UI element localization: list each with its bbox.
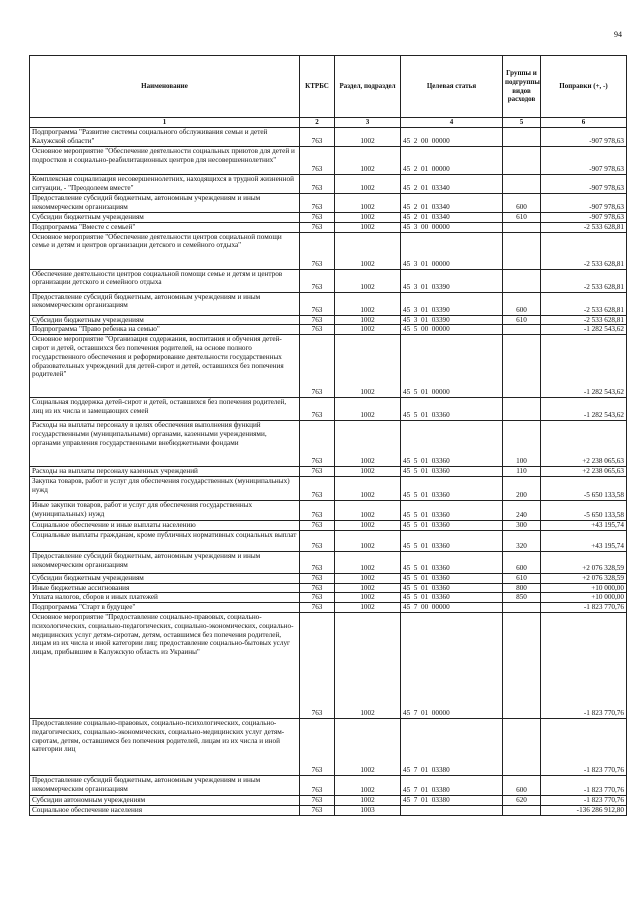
budget-amendments-table (29, 55, 627, 816)
row-expense-group (503, 335, 541, 398)
table-row (30, 612, 627, 718)
row-name: Комплексная социализация несовершеннолетних, находящихся в трудной жизненной ситуации, - "Преодолеем вместе" (30, 175, 300, 194)
row-ktrbs: 763 (300, 398, 335, 421)
table-row (30, 593, 627, 603)
row-amendment: -2 533 628,81 (541, 315, 627, 325)
row-target-article: 45 7 00 00000 (401, 603, 503, 613)
row-expense-group (503, 222, 541, 232)
row-ktrbs: 763 (300, 232, 335, 269)
row-expense-group: 240 (503, 500, 541, 520)
column-header-section: Раздел, подраздел (335, 56, 401, 118)
row-expense-group: 600 (503, 194, 541, 213)
row-name: Подпрограмма "Развитие системы социального обслуживания семьи и детей Калужской области" (30, 128, 300, 147)
row-name: Обеспечение деятельности центров социальной помощи семье и детям и центров организации детского и семейного отдыха (30, 269, 300, 292)
row-name: Предоставление субсидий бюджетным, автономным учреждениям и иным некоммерческим организациям (30, 292, 300, 315)
row-section: 1002 (335, 421, 401, 467)
row-ktrbs: 763 (300, 222, 335, 232)
row-ktrbs: 763 (300, 795, 335, 805)
row-expense-group (503, 805, 541, 815)
row-expense-group (503, 398, 541, 421)
column-header-ktrbs: КТРБС (300, 56, 335, 118)
table-row (30, 573, 627, 583)
table-row (30, 500, 627, 520)
row-amendment: -136 286 912,80 (541, 805, 627, 815)
row-ktrbs: 763 (300, 325, 335, 335)
row-target-article: 45 2 00 00000 (401, 128, 503, 147)
row-amendment: -907 978,63 (541, 147, 627, 175)
row-section: 1002 (335, 593, 401, 603)
row-name: Закупка товаров, работ и услуг для обеспечения государственных (муниципальных) нужд (30, 476, 300, 500)
row-name: Предоставление субсидий бюджетным, автономным учреждениям и иным некоммерческим организациям (30, 551, 300, 573)
row-amendment: +43 195,74 (541, 530, 627, 551)
row-expense-group: 850 (503, 593, 541, 603)
row-name: Социальное обеспечение населения (30, 805, 300, 815)
row-name: Иные закупки товаров, работ и услуг для обеспечения государственных (муниципальных) нужд (30, 500, 300, 520)
row-target-article: 45 5 01 03360 (401, 551, 503, 573)
column-number: 2 (300, 118, 335, 128)
row-section: 1003 (335, 805, 401, 815)
row-expense-group: 110 (503, 467, 541, 477)
row-ktrbs: 763 (300, 335, 335, 398)
row-name: Расходы на выплаты персоналу казенных учреждений (30, 467, 300, 477)
row-ktrbs: 763 (300, 530, 335, 551)
table-row (30, 213, 627, 223)
row-amendment: -1 823 770,76 (541, 775, 627, 795)
header-row (30, 56, 627, 118)
table-row (30, 325, 627, 335)
row-expense-group (503, 718, 541, 775)
row-expense-group: 800 (503, 583, 541, 593)
row-section: 1002 (335, 335, 401, 398)
row-amendment: -1 823 770,76 (541, 795, 627, 805)
table-row (30, 147, 627, 175)
row-expense-group (503, 603, 541, 613)
row-target-article: 45 5 01 03360 (401, 573, 503, 583)
row-amendment: -907 978,63 (541, 128, 627, 147)
row-ktrbs: 763 (300, 551, 335, 573)
table-row (30, 805, 627, 815)
row-amendment: -2 533 628,81 (541, 232, 627, 269)
row-target-article: 45 2 01 03340 (401, 194, 503, 213)
row-section: 1002 (335, 603, 401, 613)
row-target-article: 45 2 01 03340 (401, 175, 503, 194)
row-amendment: -2 533 628,81 (541, 222, 627, 232)
row-target-article: 45 3 01 03390 (401, 315, 503, 325)
row-target-article: 45 5 01 03360 (401, 593, 503, 603)
row-ktrbs: 763 (300, 476, 335, 500)
row-ktrbs: 763 (300, 593, 335, 603)
row-ktrbs: 763 (300, 775, 335, 795)
column-number: 4 (401, 118, 503, 128)
row-section: 1002 (335, 530, 401, 551)
row-target-article: 45 5 01 03360 (401, 583, 503, 593)
row-name: Социальные выплаты гражданам, кроме публичных нормативных социальных выплат (30, 530, 300, 551)
row-section: 1002 (335, 573, 401, 583)
column-header-amendments: Поправки (+, -) (541, 56, 627, 118)
row-ktrbs: 763 (300, 269, 335, 292)
row-target-article: 45 5 01 00000 (401, 335, 503, 398)
row-ktrbs: 763 (300, 292, 335, 315)
row-expense-group: 300 (503, 520, 541, 530)
row-ktrbs: 763 (300, 612, 335, 718)
table-row (30, 583, 627, 593)
row-name: Субсидии бюджетным учреждениям (30, 573, 300, 583)
row-target-article: 45 7 01 03380 (401, 795, 503, 805)
table-row (30, 551, 627, 573)
table-row (30, 476, 627, 500)
row-name: Социальное обеспечение и иные выплаты населению (30, 520, 300, 530)
column-header-name: Наименование (30, 56, 300, 118)
row-section: 1002 (335, 128, 401, 147)
row-expense-group: 320 (503, 530, 541, 551)
row-expense-group (503, 325, 541, 335)
row-name: Субсидии бюджетным учреждениям (30, 315, 300, 325)
row-target-article: 45 5 01 03360 (401, 398, 503, 421)
row-section: 1002 (335, 147, 401, 175)
table-body (30, 128, 627, 816)
column-number: 3 (335, 118, 401, 128)
row-amendment: -907 978,63 (541, 213, 627, 223)
row-ktrbs: 763 (300, 194, 335, 213)
table-row (30, 335, 627, 398)
column-header-groups: Группы и подгруппы видов расходов (503, 56, 541, 118)
table-row (30, 315, 627, 325)
row-section: 1002 (335, 775, 401, 795)
row-section: 1002 (335, 583, 401, 593)
table-row (30, 269, 627, 292)
column-number: 1 (30, 118, 300, 128)
row-section: 1002 (335, 232, 401, 269)
row-section: 1002 (335, 500, 401, 520)
row-name: Основное мероприятие "Обеспечение деятельности центров социальной помощи семье и детям и центров организации детского и семейного отдыха" (30, 232, 300, 269)
row-amendment: -1 282 543,62 (541, 398, 627, 421)
row-expense-group: 610 (503, 213, 541, 223)
row-section: 1002 (335, 551, 401, 573)
row-name: Расходы на выплаты персоналу в целях обеспечения выполнения функций государственными (муниципальными) органами, казенными учреждениями, органами управления государственными внебюджетными фондами (30, 421, 300, 467)
row-amendment: +2 076 328,59 (541, 551, 627, 573)
row-section: 1002 (335, 292, 401, 315)
row-amendment: -907 978,63 (541, 175, 627, 194)
row-expense-group (503, 147, 541, 175)
row-ktrbs: 763 (300, 213, 335, 223)
row-expense-group (503, 128, 541, 147)
table-row (30, 603, 627, 613)
row-ktrbs: 763 (300, 520, 335, 530)
row-amendment: +2 238 065,63 (541, 467, 627, 477)
row-section: 1002 (335, 398, 401, 421)
row-section: 1002 (335, 467, 401, 477)
row-ktrbs: 763 (300, 573, 335, 583)
row-expense-group: 600 (503, 292, 541, 315)
row-expense-group: 200 (503, 476, 541, 500)
row-target-article: 45 2 01 03340 (401, 213, 503, 223)
table-row (30, 520, 627, 530)
row-name: Основное мероприятие "Организация содержания, воспитания и обучения детей-сирот и детей, оставшихся без попечения родителей, на основе полного государственного обеспечения и реформирование деятельности государственных образовательных учреждений для детей-сирот и детей, оставшихся без попечения родителей" (30, 335, 300, 398)
table-row (30, 175, 627, 194)
row-target-article: 45 3 00 00000 (401, 222, 503, 232)
column-number: 5 (503, 118, 541, 128)
row-section: 1002 (335, 194, 401, 213)
row-expense-group: 610 (503, 315, 541, 325)
row-ktrbs: 763 (300, 128, 335, 147)
row-expense-group: 620 (503, 795, 541, 805)
row-name: Иные бюджетные ассигнования (30, 583, 300, 593)
row-target-article: 45 2 01 00000 (401, 147, 503, 175)
row-amendment: -907 978,63 (541, 194, 627, 213)
row-target-article: 45 5 01 03360 (401, 500, 503, 520)
row-section: 1002 (335, 213, 401, 223)
row-target-article: 45 7 01 03380 (401, 775, 503, 795)
row-section: 1002 (335, 315, 401, 325)
table-row (30, 398, 627, 421)
row-name: Субсидии бюджетным учреждениям (30, 213, 300, 223)
row-amendment: +10 000,00 (541, 593, 627, 603)
row-amendment: -5 650 133,58 (541, 500, 627, 520)
row-ktrbs: 763 (300, 718, 335, 775)
table-row (30, 292, 627, 315)
table-row (30, 128, 627, 147)
row-target-article: 45 7 01 03380 (401, 718, 503, 775)
row-section: 1002 (335, 612, 401, 718)
row-target-article: 45 7 01 00000 (401, 612, 503, 718)
row-amendment: -2 533 628,81 (541, 269, 627, 292)
row-amendment: +2 076 328,59 (541, 573, 627, 583)
row-expense-group: 610 (503, 573, 541, 583)
row-section: 1002 (335, 175, 401, 194)
row-target-article: 45 5 01 03360 (401, 520, 503, 530)
row-amendment: -1 823 770,76 (541, 603, 627, 613)
row-name: Подпрограмма "Старт в будущее" (30, 603, 300, 613)
row-amendment: -5 650 133,58 (541, 476, 627, 500)
table-row (30, 232, 627, 269)
row-name: Предоставление социально-правовых, социально-психологических, социально-педагогических, социально-экономических, социально-медицинских услуг детям-сиротам, детям, оставшимся без попечения родителей, лицам из их числа и иной категории лиц (30, 718, 300, 775)
row-ktrbs: 763 (300, 421, 335, 467)
row-section: 1002 (335, 520, 401, 530)
row-target-article: 45 5 01 03360 (401, 530, 503, 551)
row-target-article: 45 3 01 03390 (401, 269, 503, 292)
row-ktrbs: 763 (300, 603, 335, 613)
row-amendment: +2 238 065,63 (541, 421, 627, 467)
row-target-article: 45 5 01 03360 (401, 421, 503, 467)
table-row (30, 530, 627, 551)
table-row (30, 421, 627, 467)
row-name: Основное мероприятие "Предоставление социально-правовых, социально-психологических, социально-педагогических, социально-экономических, социально-медицинских услуг детям-сиротам, детям, оставшимся без попечения родителей, лицам из их числа и иной категории лиц; предоставление социально-бытовых услуг лицам, прибывшим в Калужскую область из Украины" (30, 612, 300, 718)
row-target-article: 45 5 01 03360 (401, 467, 503, 477)
row-section: 1002 (335, 222, 401, 232)
row-ktrbs: 763 (300, 175, 335, 194)
row-name: Предоставление субсидий бюджетным, автономным учреждениям и иным некоммерческим организациям (30, 775, 300, 795)
column-number-row (30, 118, 627, 128)
row-section: 1002 (335, 795, 401, 805)
row-expense-group (503, 232, 541, 269)
row-ktrbs: 763 (300, 805, 335, 815)
row-name: Уплата налогов, сборов и иных платежей (30, 593, 300, 603)
table-row (30, 222, 627, 232)
row-expense-group: 600 (503, 775, 541, 795)
row-amendment: +10 000,00 (541, 583, 627, 593)
row-amendment: -1 823 770,76 (541, 612, 627, 718)
column-header-target: Целевая статья (401, 56, 503, 118)
row-amendment: -1 282 543,62 (541, 335, 627, 398)
table-row (30, 194, 627, 213)
row-expense-group: 100 (503, 421, 541, 467)
row-ktrbs: 763 (300, 147, 335, 175)
table-row (30, 467, 627, 477)
row-amendment: -1 823 770,76 (541, 718, 627, 775)
table-row (30, 775, 627, 795)
row-target-article: 45 5 01 03360 (401, 476, 503, 500)
row-expense-group: 600 (503, 551, 541, 573)
row-section: 1002 (335, 718, 401, 775)
row-name: Подпрограмма "Право ребенка на семью" (30, 325, 300, 335)
row-ktrbs: 763 (300, 500, 335, 520)
row-section: 1002 (335, 269, 401, 292)
row-amendment: +43 195,74 (541, 520, 627, 530)
row-ktrbs: 763 (300, 467, 335, 477)
column-number: 6 (541, 118, 627, 128)
row-name: Субсидии автономным учреждениям (30, 795, 300, 805)
row-name: Основное мероприятие "Обеспечение деятельности социальных приютов для детей и подростков и социально-реабилитационных центров для несовершеннолетних" (30, 147, 300, 175)
row-section: 1002 (335, 476, 401, 500)
row-name: Подпрограмма "Вместе с семьей" (30, 222, 300, 232)
row-target-article (401, 805, 503, 815)
row-expense-group (503, 175, 541, 194)
table-row (30, 795, 627, 805)
row-name: Социальная поддержка детей-сирот и детей, оставшихся без попечения родителей, лиц из их числа и замещающих семей (30, 398, 300, 421)
row-ktrbs: 763 (300, 583, 335, 593)
row-ktrbs: 763 (300, 315, 335, 325)
row-expense-group (503, 612, 541, 718)
table-row (30, 718, 627, 775)
row-amendment: -1 282 543,62 (541, 325, 627, 335)
row-name: Предоставление субсидий бюджетным, автономным учреждениям и иным некоммерческим организациям (30, 194, 300, 213)
row-target-article: 45 3 01 00000 (401, 232, 503, 269)
row-target-article: 45 3 01 03390 (401, 292, 503, 315)
row-amendment: -2 533 628,81 (541, 292, 627, 315)
row-expense-group (503, 269, 541, 292)
page-number: 94 (614, 30, 622, 39)
row-section: 1002 (335, 325, 401, 335)
row-target-article: 45 5 00 00000 (401, 325, 503, 335)
